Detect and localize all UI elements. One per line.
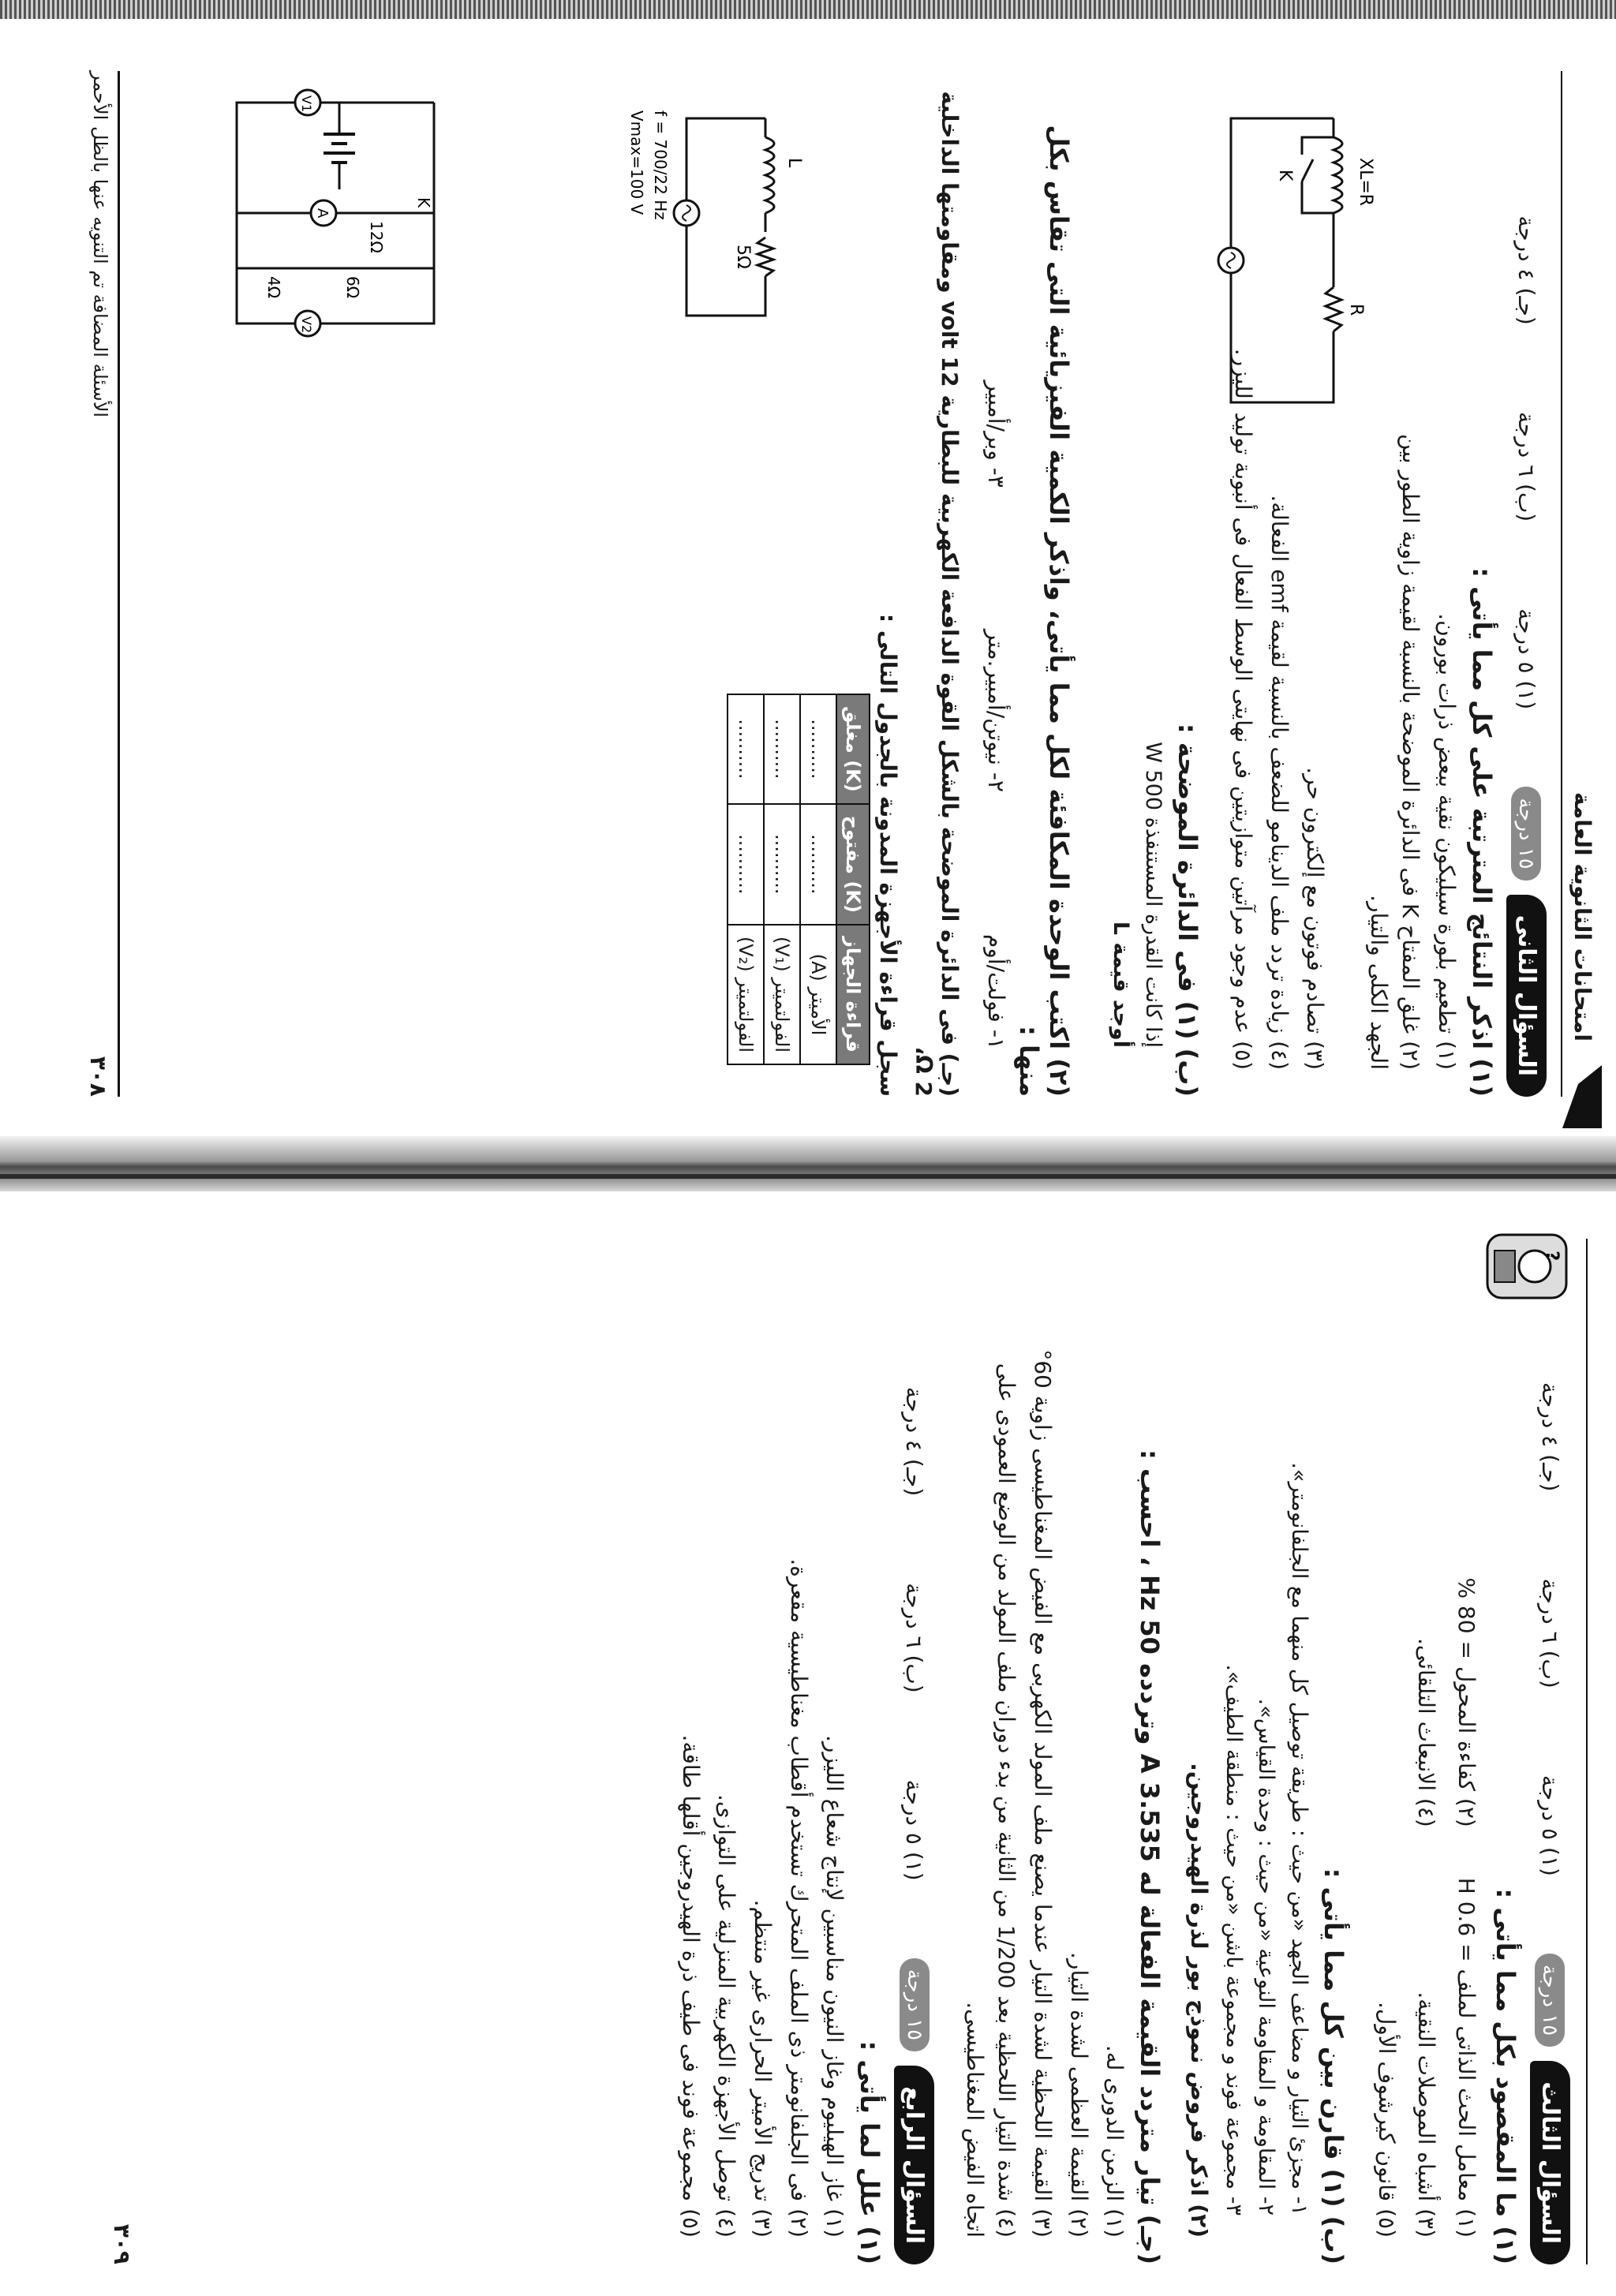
q4a-item-1: (١) غاز الهيليوم وغاز النيون مناسبين لإنتاج شعاع الليزر.: [821, 1734, 848, 2238]
mark-b: (ب) ٦ درجة: [1513, 411, 1539, 522]
page-308: [71, 39, 1602, 1128]
label-5ohm: 5Ω: [733, 245, 753, 269]
q2b-line-2: أوجد قيمة L: [1108, 921, 1133, 1048]
corner-flag: [1562, 1065, 1602, 1128]
q2b2-option-3: ٣- وبر/أمبير: [982, 380, 1009, 488]
book-spine-line: [0, 1174, 1616, 1179]
question-4-degrees: ١٥ درجة: [900, 1958, 930, 2051]
q4a-item-5: (٥) مجموعة فوند فى طيف ذرة الهيدروجين أقلها طاقة.: [677, 1734, 704, 2238]
mark-b: (ب) ٦ درجة: [901, 1583, 928, 1693]
question-3-header: [1530, 1326, 1570, 2264]
q2-part-b-title: (ب) (١) فى الدائرة الموضحة :: [1173, 723, 1203, 1097]
q2a-item-3: (٣) تصادم فوتون مع إلكترون حر.: [1302, 767, 1329, 1070]
page-309-footer: [109, 1239, 141, 2264]
label-k3: K: [414, 197, 433, 208]
table-cell: ..........: [764, 694, 800, 804]
meter-reading-table: [727, 694, 870, 1065]
question-2-degrees: ١٥ درجة: [1512, 787, 1542, 880]
mascot-icon: [1480, 1231, 1570, 1302]
circuit-diagram-1: [1196, 95, 1381, 426]
q2-part-c-subtitle: سجل قراءة الأجهزة المدونة بالجدول التالى :: [874, 613, 901, 1097]
q3b-item-2: ٢- المقاومة و المقاومة النوعية «من حيث : وحدة القياس».: [1254, 1698, 1279, 2216]
meter-v2: V2: [299, 316, 314, 334]
table-cell: ..........: [728, 694, 764, 804]
label-l: L: [784, 158, 804, 168]
table-cell: الأميتر (A): [800, 925, 836, 1064]
meter-v1: V1: [299, 95, 314, 113]
table-row: [728, 694, 764, 1064]
book-spine-shadow: [0, 1136, 1616, 1191]
q3c-item-3: (٣) القيمة اللحظية لشدة التيار عندما يصنع ملف المولد الكهربى مع الفيض المغناطيسى زاوية 60°: [1030, 1349, 1057, 2238]
q2-part-b2-title: (٢) اكتب الوحدة المكافئة لكل مما يأتى، واذكر الكمية الفيزيائية التى تقاس بكل منها :: [1013, 125, 1074, 1097]
table-cell: ..........: [800, 804, 836, 925]
page-number-308: ٣٠٨: [85, 1056, 111, 1097]
q2a-item-4: (٤) زيادة تردد ملف الدينامو للضعف بالنسبة لقيمة emf الفعالة.: [1266, 495, 1292, 1070]
mark-a: (١) ٥ درجة: [1513, 608, 1539, 710]
q2b-line-1: إذا كانت القدرة المستنفذة 500 W: [1141, 742, 1166, 1048]
question-3-marks: [1537, 1382, 1563, 1876]
label-xl: XL=R: [1356, 158, 1375, 207]
q2a-item-2: (٢) غلق المفتاح K فى الدائرة الموضحة بالنسبة لقيمة زاوية الطور بين الجهد الكلى والتيار.: [1365, 434, 1424, 1070]
circuit-diagram-2: [612, 95, 805, 347]
label-r: R: [1346, 304, 1366, 316]
q3a-item-5: (٥) قانون كيرشوف الأول.: [1373, 2001, 1400, 2238]
header-rule: [1561, 71, 1562, 1097]
page-308-footer: [85, 71, 120, 1097]
q3a-item-1: (١) معامل الحث الذاتى لملف = 0.6 H: [1453, 1877, 1479, 2238]
q2a-item-5: (٥) عدم وجود مرآتين متوازيتين فى نهايتى الوسط الفعال فى أنبوبة توليد الليزر.: [1230, 348, 1257, 1070]
q3b-item-3: ٣- مجموعة فوند و مجموعة باشن «من حيث : منطقة الطيف».: [1221, 1664, 1246, 2216]
question-4-header: [894, 1326, 934, 2264]
label-k: K: [1275, 170, 1295, 181]
table-header: (K) مغلق: [836, 694, 870, 804]
circuit-diagram-3: [202, 87, 466, 347]
question-2-marks: [1513, 215, 1539, 709]
q3-part-a-title: (١) ما المقصود بكل مما يأتى :: [1491, 1888, 1521, 2264]
table-header-row: [836, 694, 870, 1064]
q3-part-c-title: (جـ) تيار متردد القيمة الفعالة له 3.535 A وتردده 50 Hz ، احسب :: [1135, 1449, 1165, 2264]
question-3-badge: السؤال الثالث: [1530, 2061, 1570, 2264]
mark-a: (١) ٥ درجة: [1537, 1774, 1563, 1876]
table-cell: ..........: [764, 804, 800, 925]
table-row: [764, 694, 800, 1064]
scan-top-band: [0, 0, 1616, 19]
page-309: [95, 1207, 1602, 2296]
question-4-badge: السؤال الرابع: [894, 2066, 934, 2264]
page-number-309: ٣٠٩: [109, 2223, 135, 2264]
q4-part-a-title: (١) علل لما يأتى :: [855, 2040, 885, 2264]
q3a-items: [1366, 1326, 1486, 2264]
q3c-item-4: (٤) شدة التيار اللحظية بعد 1/200 من الثانية من بدء دوران ملف المولد من الوضع العمودى على اتجاه الفيض المغناطيسى.: [961, 1363, 1020, 2238]
q2b2-option-1: ١- فولت/أوم: [982, 934, 1009, 1049]
table-header: قراءة الجهاز: [836, 925, 870, 1064]
question-4-marks: [901, 1387, 927, 1881]
q2b2-options: [983, 71, 1009, 1097]
q2a-item-1: (١) تطعيم بلورة سيليكون نقية ببعض ذرات بورون.: [1434, 613, 1460, 1070]
q2-part-c-title: (جـ) فى الدائرة الموضحة بالشكل القوة الدافعة الكهربية للبطارية 12 volt ومقاومتها الداخلية 2 Ω،: [910, 91, 963, 1097]
table-row: [800, 694, 836, 1064]
label-12ohm: 12Ω: [367, 221, 386, 253]
running-head: امتحانات الثانوية العامة: [1569, 791, 1595, 1041]
mark-c: (جـ) ٤ درجة: [1513, 215, 1539, 325]
q3-part-b-title: (ب) (١) قارن بين كل مما يأتى :: [1319, 1868, 1349, 2264]
question-3-degrees: ١٥ درجة: [1536, 1954, 1566, 2047]
question-2-header: [1506, 71, 1547, 1097]
mark-c: (جـ) ٤ درجة: [901, 1386, 928, 1497]
question-2-badge: السؤال الثانى: [1506, 895, 1547, 1097]
meter-a: A: [314, 208, 331, 219]
mark-a: (١) ٥ درجة: [901, 1779, 928, 1881]
q4a-item-2: (٢) فى الجلفانومتر ذى الملف المتحرك تستخدم أقطاب مغناطيسية مقعرة.: [785, 1558, 812, 2238]
q3c-item-2: (٢) القيمة العظمى لشدة التيار.: [1065, 1952, 1092, 2238]
q3a-item-2: (٢) كفاءة المحول = 80 %: [1453, 1577, 1479, 1827]
table-cell: الفولتميتر (V₁): [764, 925, 800, 1064]
label-6ohm: 6Ω: [343, 276, 362, 299]
q3a-item-4: (٤) الانبعاث التلقائى.: [1413, 1637, 1440, 1827]
q3a-item-3: (٣) أشباه الموصلات النقية.: [1413, 1991, 1440, 2238]
table-cell: ..........: [800, 694, 836, 804]
table-cell: ..........: [728, 804, 764, 925]
q2-part-a-title: (١) اذكر النتائج المترتبة على كل مما يأتى :: [1467, 567, 1497, 1097]
q3b-item-1: ١- مجزئ التيار و مضاعف الجهد «من حيث : طريقة توصيل كل منهما مع الجلفانومتر».: [1287, 1462, 1312, 2216]
label-4ohm: 4Ω: [264, 276, 283, 299]
q3c-item-1: (١) الزمن الدورى له.: [1102, 2044, 1128, 2238]
mark-b: (ب) ٦ درجة: [1537, 1578, 1563, 1688]
header-rule-309: [1586, 1239, 1588, 2264]
label-vmax: Vmax=100 V: [627, 110, 646, 215]
q2b2-option-2: ٢- نيوتن/أمبير.متر: [982, 629, 1009, 792]
q4a-item-4: (٤) توصل الأجهزة الكهربية المنزلية على التوازى.: [713, 1793, 740, 2238]
table-header: (K) مفتوح: [836, 804, 870, 925]
svg-text:?: ?: [1542, 1251, 1562, 1261]
table-cell: الفولتميتر (V₂): [728, 925, 764, 1064]
label-frequency: f = 700/22 Hz: [651, 110, 670, 220]
footer-note: الأسئلة المضافة تم التنويه عنها بالظل الأحمر: [89, 71, 111, 418]
mark-c: (جـ) ٤ درجة: [1537, 1382, 1563, 1492]
q3b-item-bohr: (٢) اذكر فروض نموذج بور لذرة الهيدروجين.: [1185, 1763, 1212, 2238]
q4a-item-3: (٣) تدريج الأميتر الحرارى غير منتظم.: [750, 1899, 776, 2238]
